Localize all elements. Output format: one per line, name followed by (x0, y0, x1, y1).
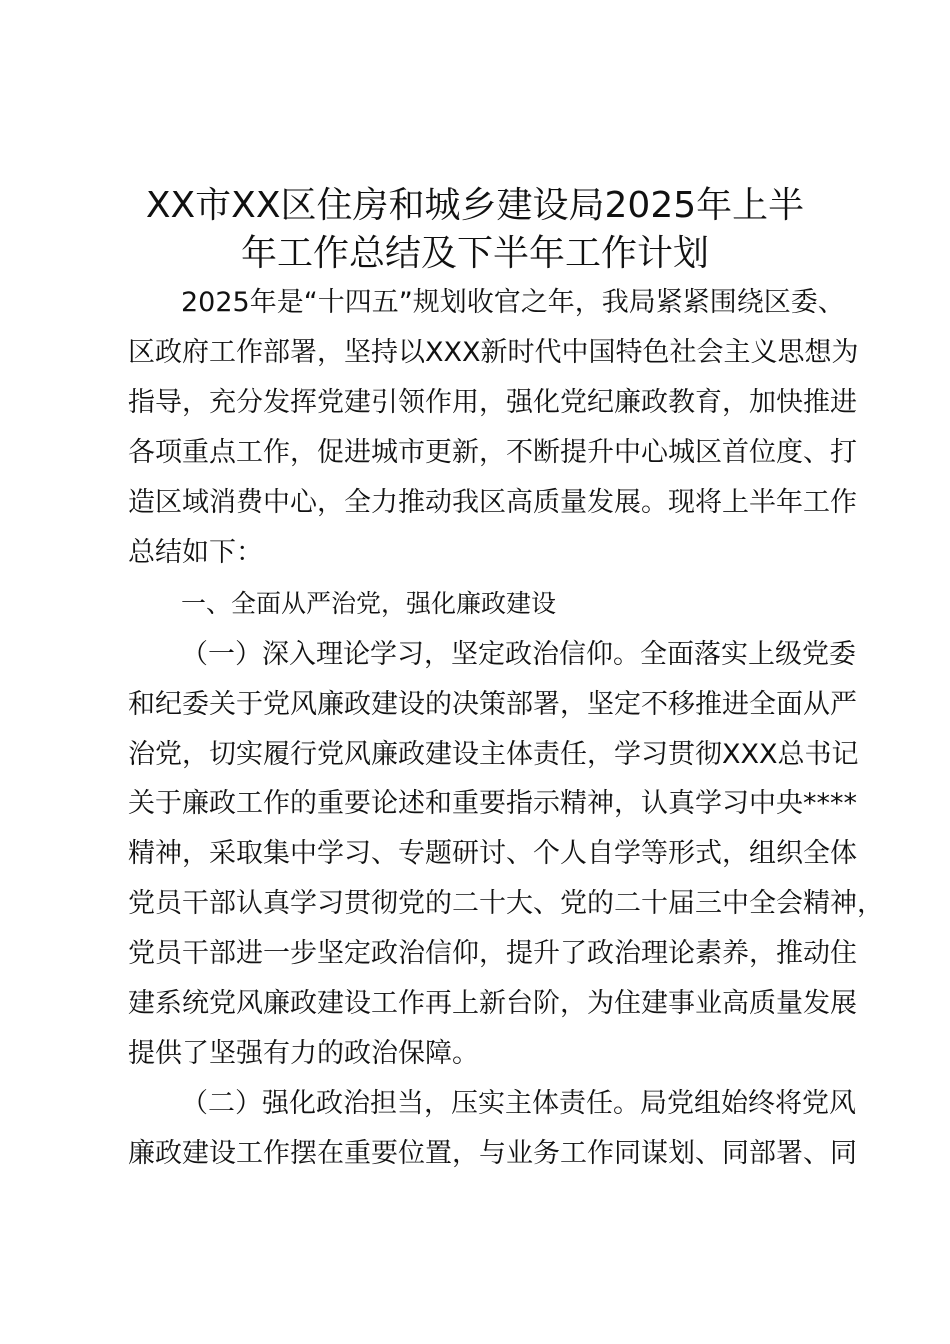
paragraph-line-3: 指导，充分发挥党建引领作用，强化党纪廉政教育，加快推进 (128, 387, 857, 418)
paragraph-line-4: 各项重点工作，促进城市更新，不断提升中心城区首位度、打 (128, 437, 857, 468)
paragraph-line-13: 党员干部进一步坚定政治信仰，提升了政治理论素养，推动住 (128, 938, 857, 969)
paragraph-line-11: 精神，采取集中学习、专题研讨、个人自学等形式，组织全体 (128, 838, 857, 869)
paragraph-line-9: 治党，切实履行党风廉政建设主体责任，学习贯彻XXX总书记 (128, 739, 859, 770)
paragraph-line-5: 造区域消费中心，全力推动我区高质量发展。现将上半年工作 (128, 487, 857, 518)
paragraph-line-12: 党员干部认真学习贯彻党的二十大、党的二十届三中全会精神， (128, 888, 884, 919)
paragraph-line-10: 关于廉政工作的重要论述和重要指示精神，认真学习中央**** (128, 788, 857, 819)
paragraph-line-14: 建系统党风廉政建设工作再上新台阶，为住建事业高质量发展 (128, 988, 857, 1019)
document-title-line-2: 年工作总结及下半年工作计划 (240, 233, 709, 274)
paragraph-line-16: （二）强化政治担当，压实主体责任。局党组始终将党风 (181, 1088, 856, 1119)
paragraph-line-6: 总结如下： (128, 537, 263, 568)
paragraph-line-1: 2025年是“十四五”规划收官之年，我局紧紧围绕区委、 (181, 287, 845, 318)
paragraph-line-7: （一）深入理论学习，坚定政治信仰。全面落实上级党委 (181, 639, 856, 670)
paragraph-line-15: 提供了坚强有力的政治保障。 (128, 1038, 479, 1069)
paragraph-line-8: 和纪委关于党风廉政建设的决策部署，坚定不移推进全面从严 (128, 689, 857, 720)
document-title-line-1: XX市XX区住房和城乡建设局2025年上半 (145, 185, 805, 226)
paragraph-line-2: 区政府工作部署，坚持以XXX新时代中国特色社会主义思想为 (128, 337, 859, 368)
paragraph-line-17: 廉政建设工作摆在重要位置，与业务工作同谋划、同部署、同 (128, 1138, 857, 1169)
section-heading-1: 一、全面从严治党，强化廉政建设 (181, 589, 557, 618)
